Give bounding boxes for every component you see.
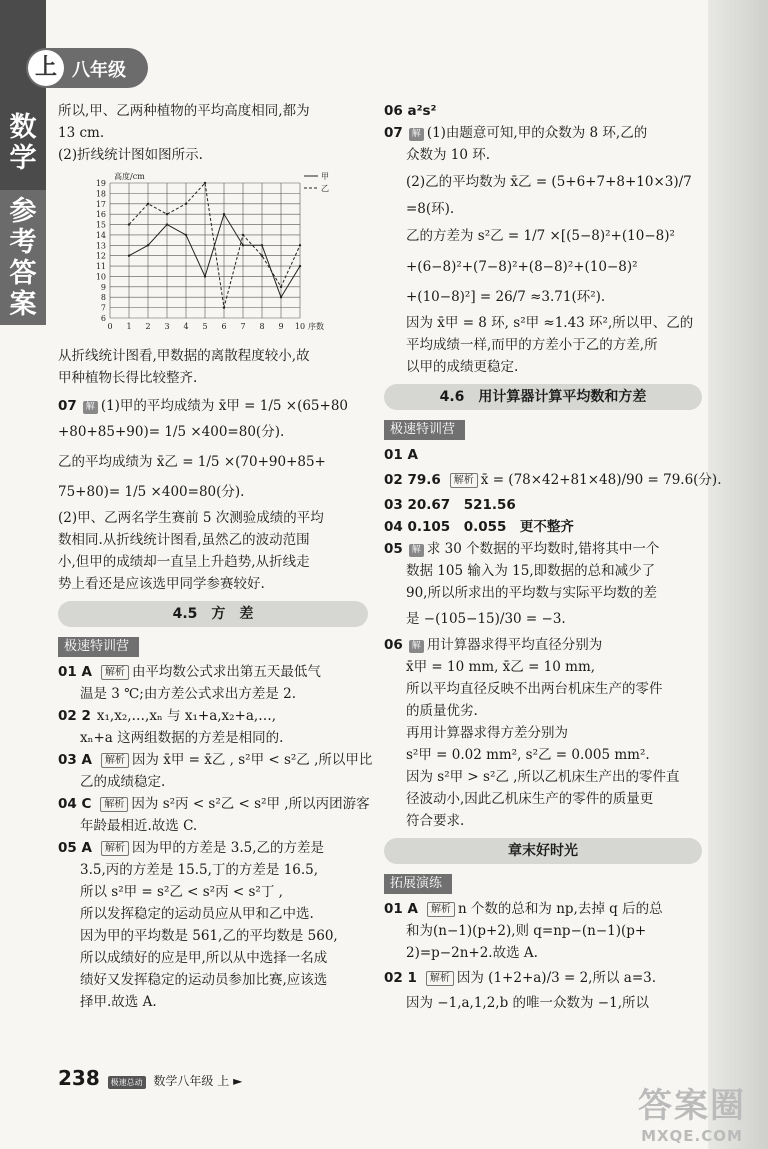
answer-04 [384,516,702,538]
subject-label [6,112,40,174]
answer-key: 01 A [384,901,418,917]
answer-text: x̄ = (78×42+81×48)/90 = 79.6(分). [480,472,722,488]
text-line: 因为 x̄甲 = 8 环, s²甲 ≈1.43 环²,所以甲、乙的 [406,315,694,331]
chart-axis-labels [96,171,324,331]
x-tick-label: 1 [126,322,132,331]
text-line: 因为甲的平均数是 561,乙的平均数是 560, [80,928,338,944]
x-tick-label: 0 [107,322,113,331]
grade-volume-badge: 上 [28,50,64,86]
left-column [58,100,373,1013]
answer-tag: 解 [409,544,424,557]
analysis-tag: 解析 [101,665,129,680]
data-point [261,254,263,256]
volume-badge: 上 [217,1074,230,1088]
text-line: 数相同.从折线统计图看,虽然乙的波动范围 [58,532,310,548]
x-tick-label: 10 [294,322,306,331]
answer-key: 01 A [58,664,92,680]
grade-label: 八年级 [72,60,126,81]
page-edge [708,0,768,1149]
data-point [185,203,187,205]
text-line: (2)甲、乙两名学生赛前 5 次测验成绩的平均 [58,510,324,526]
data-point [166,213,168,215]
text-line: 从折线统计图看,甲数据的离散程度较小,故 [58,348,310,364]
book-title: 数学八年级 [153,1074,214,1088]
y-tick-label: 15 [95,220,106,230]
text-line: +(6−8)²+(7−8)²+(8−8)²+(10−8)² [406,259,638,275]
answer-key: 04 0.105 0.055 更不整齐 [384,519,574,535]
text-line: 3.5,丙的方差是 15.5,丁的方差是 16.5, [80,862,319,878]
answer-text: 因为甲的方差是 3.5,乙的方差是 [131,840,324,856]
answer-02 [384,466,722,494]
text-line: xₙ+a 这两组数据的方差是相同的. [80,730,284,746]
answer-text: n 个数的总和为 np,去掉 q 后的总 [457,901,663,917]
text-line: 所以 s²甲 = s²乙 < s²丙 < s²丁 , [80,884,283,900]
answer-03 [58,749,373,771]
text-line: 径波动小,因此乙机床生产的零件的质量更 [406,791,654,807]
subject-char: 学 [9,143,37,174]
page-number: 238 [58,1066,100,1090]
answer-key: 05 [384,541,403,557]
y-tick-label: 10 [95,272,106,282]
answer-text: 求 30 个数据的平均数时,错将其中一个 [426,541,660,557]
data-point [242,234,244,236]
watermark [622,1078,762,1145]
question-07 [58,395,368,417]
brand-logo: 极速总动 [108,1076,146,1089]
answer-tag: 解 [409,640,424,653]
text-line: 所以成绩好的应是甲,所以从中选择一名成 [80,950,328,966]
answer-text: 因为 (1+2+a)/3 = 2,所以 a=3. [456,970,657,986]
answer-tag: 解 [409,128,424,141]
answer-02 [384,964,702,992]
line-chart [82,168,332,338]
subsection-heading: 拓展演练 [384,874,452,894]
analysis-tag: 解析 [101,753,129,768]
data-point [299,265,301,267]
y-tick-label: 18 [95,189,106,199]
data-point [223,306,225,308]
subject-char: 数 [9,112,37,143]
text-line: 以甲的成绩更稳定. [406,359,519,375]
answer-key: 04 C [58,796,92,812]
data-point [204,182,206,184]
x-tick-label: 7 [240,322,246,331]
answer-05 [384,538,702,560]
answer-01 [384,444,702,466]
data-point [204,275,206,277]
answer-key: 01 A [384,447,418,463]
y-tick-label: 8 [100,293,106,303]
section-label [6,196,40,320]
answer-key: 06 [384,637,403,653]
text-line: x̄甲 = 10 mm, x̄乙 = 10 mm, [406,659,596,675]
section-char: 答 [9,258,37,289]
y-tick-label: 7 [100,303,106,313]
right-column [384,100,722,1014]
analysis-tag: 解析 [426,971,454,986]
answer-key: 02 79.6 [384,472,441,488]
answer-key: 03 20.67 521.56 [384,497,516,513]
watermark-logo: 答案圈 [638,1086,746,1126]
text-line: 因为 −1,a,1,2,b 的唯一众数为 −1,所以 [406,995,649,1011]
question-number: 07 [384,125,403,141]
answer-key: 06 a²s² [384,103,437,119]
text-line: 因为 s²甲 > s²乙 ,所以乙机床生产出的零件直 [406,769,680,785]
answer-text: (1)甲的平均成绩为 x̄甲 = 1/5 ×(65+80 [100,398,348,414]
question-number: 07 [58,398,77,414]
text-line: 的质量优劣. [406,703,478,719]
data-point [128,254,130,256]
x-tick-label: 2 [145,322,151,331]
answer-key: 02 2 [58,708,91,724]
x-tick-label: 9 [278,322,284,331]
chart-legend [304,172,329,193]
text-line: +80+85+90)= 1/5 ×400=80(分). [58,424,285,440]
answer-key: 02 1 [384,970,417,986]
section-heading: 4.6 用计算器计算平均数和方差 [384,384,702,410]
section-char: 考 [9,227,37,258]
legend-label: 甲 [321,172,329,181]
data-point [299,244,301,246]
y-tick-label: 9 [100,282,106,292]
text-line: 择甲.故选 A. [80,994,157,1010]
text-line: 是 −(105−15)/30 = −3. [406,611,566,627]
data-point [223,213,225,215]
answer-text: 由平均数公式求出第五天最低气 [131,664,321,680]
text-line: 绩好又发挥稳定的运动员参加比赛,应该选 [80,972,328,988]
x-tick-label: 8 [259,322,265,331]
text-line: 13 cm. [58,125,105,141]
y-tick-label: 6 [100,314,106,323]
subsection-heading: 极速特训营 [384,420,465,440]
text-line: 符合要求. [406,813,465,829]
data-point [147,244,149,246]
text-line: 和为(n−1)(p+2),则 q=np−(n−1)(p+ [406,923,647,939]
answer-text: x₁,x₂,…,xₙ 与 x₁+a,x₂+a,…, [96,708,276,724]
analysis-tag: 解析 [427,902,455,917]
sidebar [0,0,46,1149]
text-line: s²甲 = 0.02 mm², s²乙 = 0.005 mm². [406,747,650,763]
y-tick-label: 17 [95,199,106,209]
text-line: 2)=p−2n+2.故选 A. [406,945,538,961]
text-line: 势上看还是应该选甲同学参赛较好. [58,576,265,592]
x-axis-label: 序数 [308,322,324,331]
analysis-tag: 解析 [101,841,129,856]
section-char: 参 [9,196,37,227]
answer-04 [58,793,368,815]
section-char: 案 [9,289,37,320]
x-tick-label: 4 [183,322,189,331]
answer-01 [384,898,702,920]
subsection-heading: 极速特训营 [58,637,139,657]
y-tick-label: 13 [95,241,106,251]
text-line: 数据 105 输入为 15,即数据的总和减少了 [406,563,656,579]
text-line: 75+80)= 1/5 ×400=80(分). [58,484,245,500]
data-point [280,296,282,298]
data-point [261,244,263,246]
arrow-icon: ► [233,1074,243,1088]
answer-key: 03 A [58,752,92,768]
y-axis-label: 高度/cm [114,172,145,181]
x-tick-label: 6 [221,322,227,331]
answer-06 [384,634,702,656]
page-footer [58,1066,242,1090]
y-tick-label: 11 [95,262,106,272]
text-line: 所以,甲、乙两种植物的平均高度相同,都为 [58,103,310,119]
question-07 [384,122,702,144]
chapter-heading: 章末好时光 [384,838,702,864]
text-line: 乙的方差为 s²乙 = 1/7 ×[(5−8)²+(10−8)² [406,228,675,244]
legend-label: 乙 [321,184,329,193]
analysis-tag: 解析 [100,797,128,812]
text-line: =8(环). [406,201,455,217]
text-line: 众数为 10 环. [406,147,491,163]
answer-06 [384,100,702,122]
y-tick-label: 14 [95,230,106,240]
answer-key: 05 A [58,840,92,856]
section-heading: 4.5 方 差 [58,601,368,627]
data-point [280,286,282,288]
text-line: (2)乙的平均数为 x̄乙 = (5+6+7+8+10×3)/7 [406,174,692,190]
text-line: 平均成绩一样,而甲的方差小于乙的方差,所 [406,337,658,353]
answer-text: 用计算器求得平均直径分别为 [426,637,603,653]
text-line: 90,所以所求出的平均数与实际平均数的差 [406,585,657,601]
text-line: 乙的成绩稳定. [80,774,166,790]
answer-tag: 解 [83,401,98,414]
text-line: 所以平均直径反映不出两台机床生产的零件 [406,681,663,697]
text-line: 年龄最相近.故选 C. [80,818,198,834]
text-line: 再用计算器求得方差分别为 [406,725,568,741]
text-line: (2)折线统计图如图所示. [58,147,203,163]
y-tick-label: 12 [95,251,106,261]
answer-05 [58,837,368,859]
y-tick-label: 19 [95,179,106,188]
text-line: 小,但甲的成绩却一直呈上升趋势,从折线走 [58,554,310,570]
text-line: 温是 3 ℃;由方差公式求出方差是 2. [80,686,296,702]
x-tick-label: 5 [202,322,208,331]
data-point [185,234,187,236]
y-tick-label: 16 [95,210,106,220]
answer-02 [58,705,368,727]
answer-text: 因为 s²丙 < s²乙 < s²甲 ,所以丙团游客 [131,796,370,812]
data-point [147,203,149,205]
text-line: 乙的平均成绩为 x̄乙 = 1/5 ×(70+90+85+ [58,454,326,470]
answer-text: 因为 x̄甲 = x̄乙 , s²甲 < s²乙 ,所以甲比 [131,752,373,768]
watermark-url: MXQE.COM [641,1127,743,1145]
answer-01 [58,661,368,683]
text-line: 甲种植物长得比较整齐. [58,370,198,386]
text-line: 所以发挥稳定的运动员应从甲和乙中选. [80,906,314,922]
answer-03 [384,494,702,516]
data-point [242,244,244,246]
data-point [128,223,130,225]
answer-text: (1)由题意可知,甲的众数为 8 环,乙的 [426,125,648,141]
text-line: +(10−8)²] = 26/7 ≈3.71(环²). [406,289,606,305]
analysis-tag: 解析 [450,473,478,488]
data-point [166,223,168,225]
x-tick-label: 3 [164,322,170,331]
